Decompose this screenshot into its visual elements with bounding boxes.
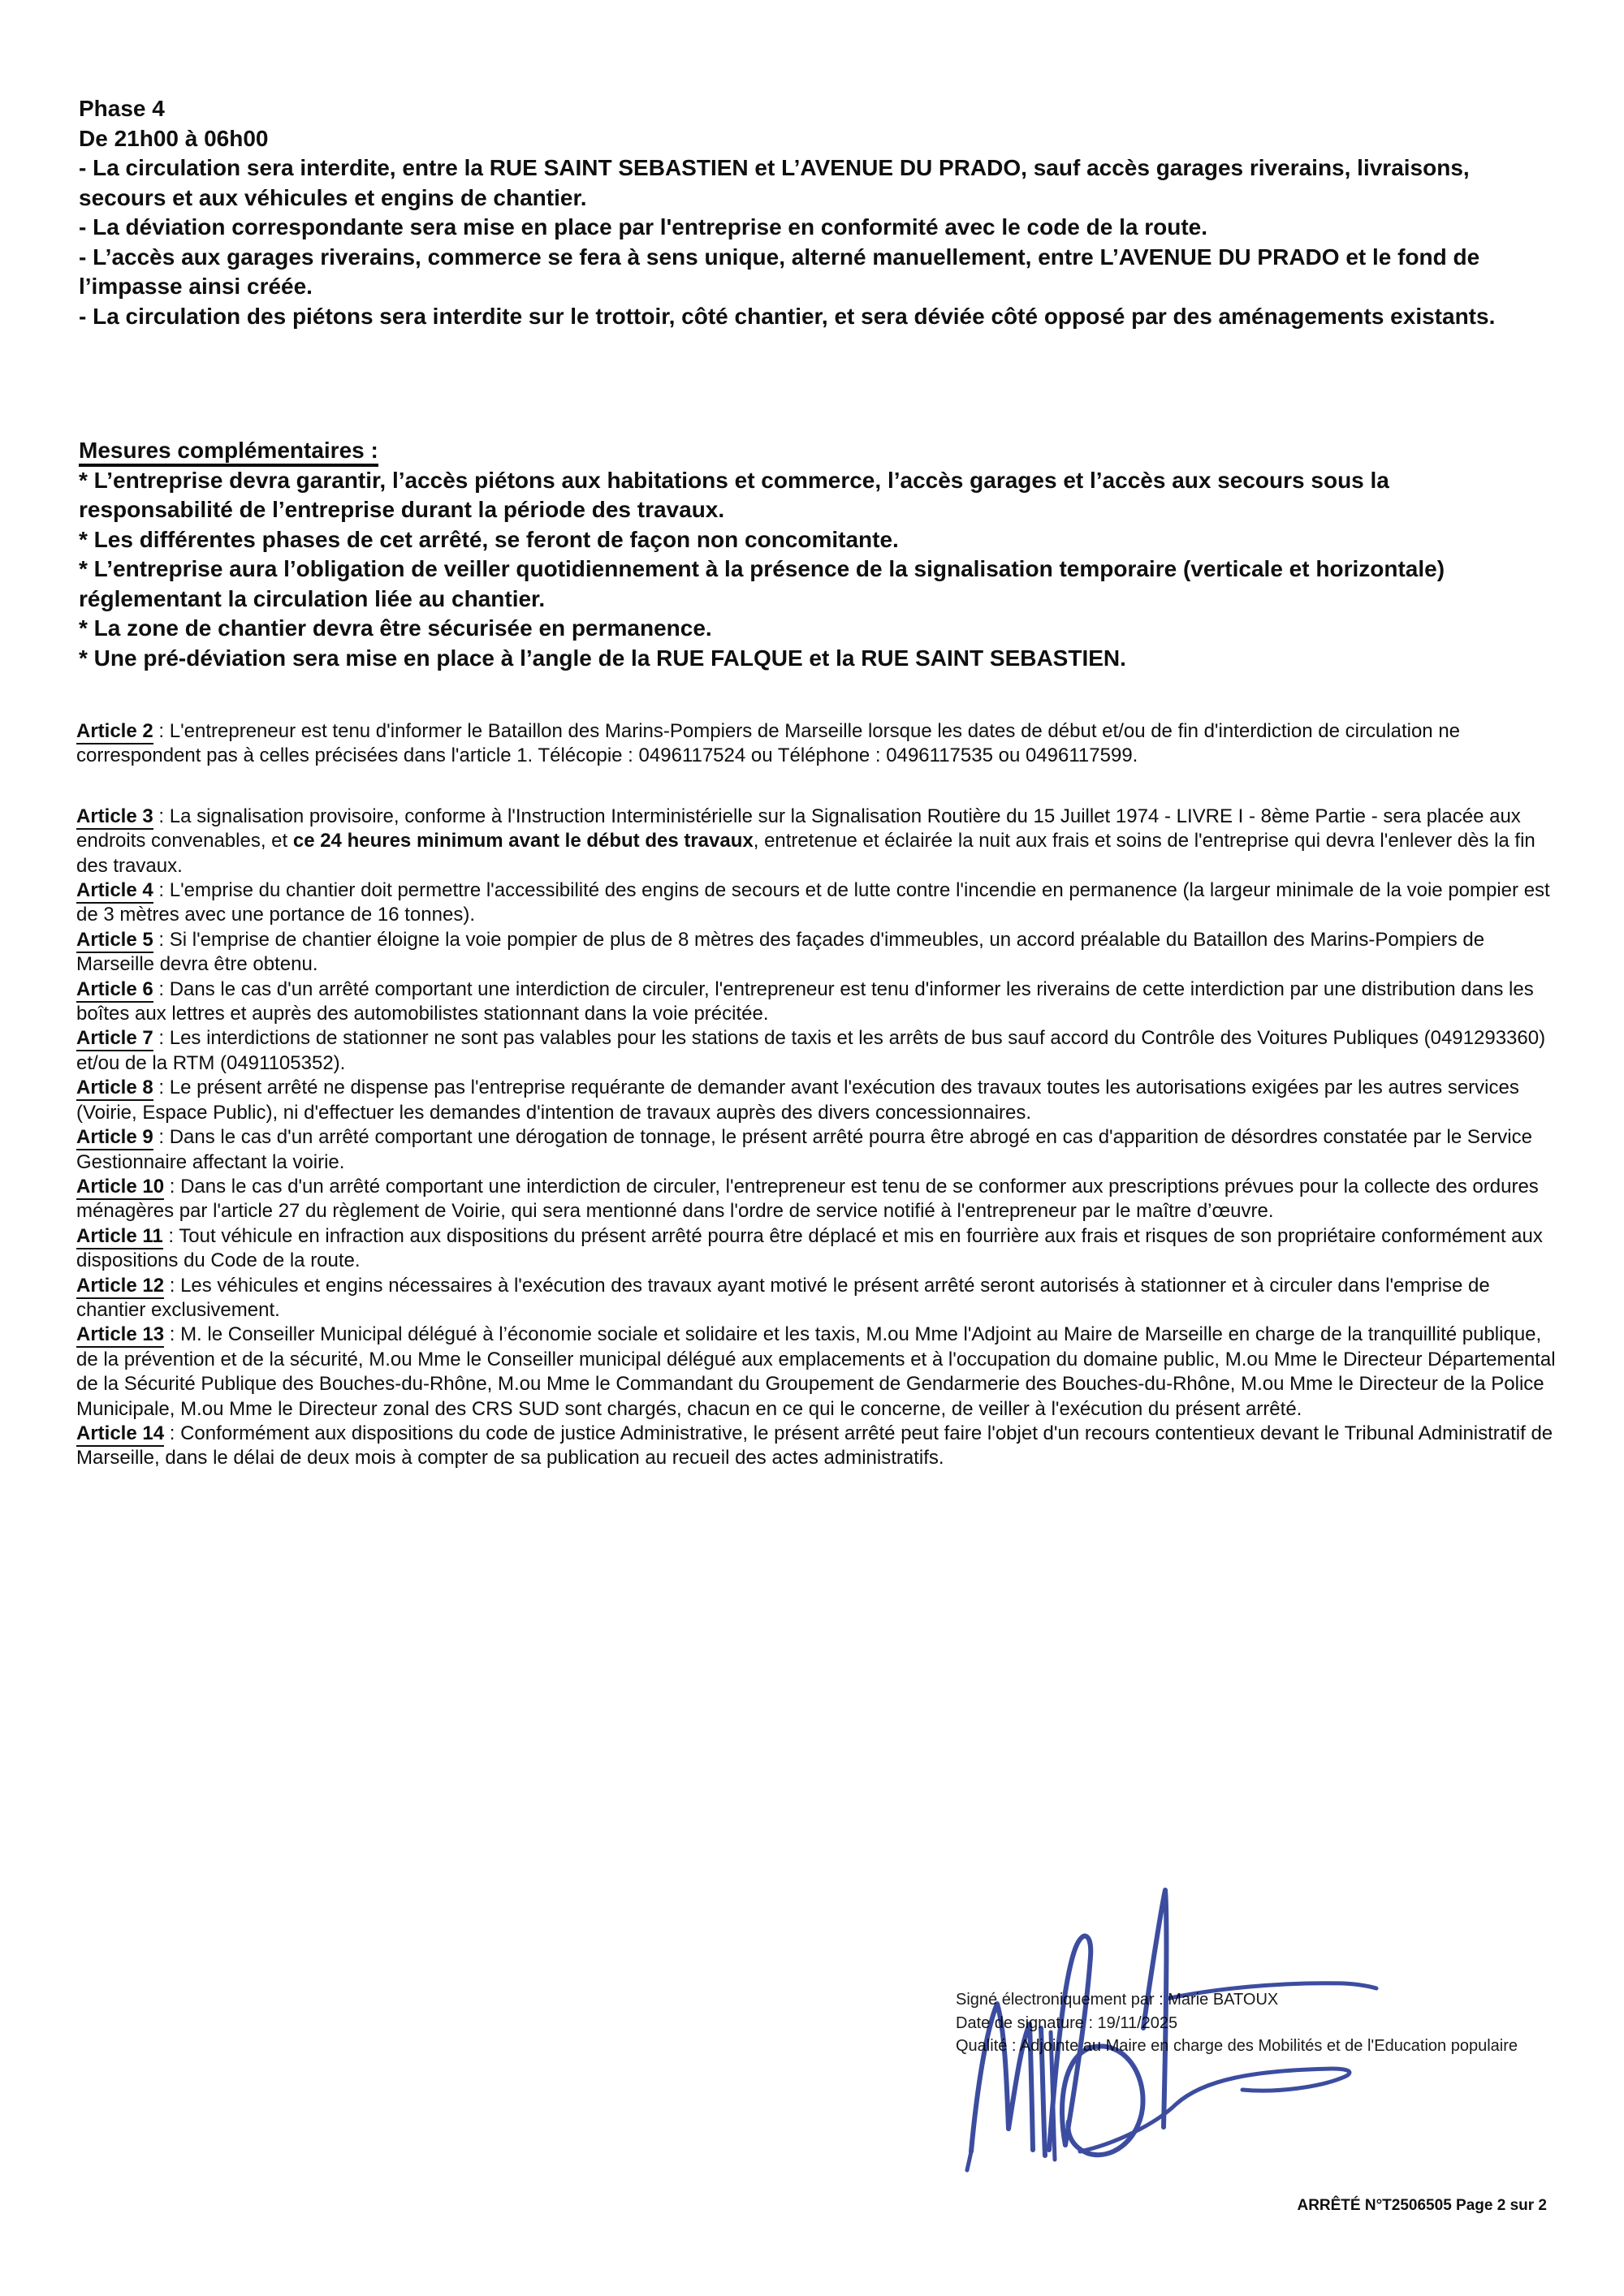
article-12-text: : Les véhicules et engins nécessaires à l'exécution des travaux ayant motivé le présent arrêté seront autorisés à stationner et à circuler dans l'emprise de chantier exclusivement. [76, 1274, 1490, 1321]
article-13-text: : M. le Conseiller Municipal délégué à l’économie sociale et solidaire et les taxis, M.ou Mme l'Adjoint au Maire de Marseille en charge de la tranquillité publique, de la prévention et de la sécurité, M.ou Mme le Conseiller municipal délégué aux emplacements et à l'occupation du domaine public, M.ou Mme le Directeur Départemental de la Sécurité Publique des Bouches-du-Rhône, M.ou Mme le Commandant du Groupement de Gendarmerie des Bouches-du-Rhône, M.ou Mme le Directeur de la Police Municipale, M.ou Mme le Directeur zonal des CRS SUD sont chargés, chacun en ce qui le concerne, de veiller à l'exécution du présent arrêté. [76, 1323, 1556, 1420]
phase-rule-1: - La circulation sera interdite, entre la RUE SAINT SEBASTIEN et L’AVENUE DU PRADO, sauf accès garages riverains, livraisons, secours et aux véhicules et engins de chantier. [79, 155, 1470, 210]
article-8 [76, 1076, 1564, 1125]
article-10-text: : Dans le cas d'un arrêté comportant une interdiction de circuler, l'entrepreneur est tenu de se conformer aux prescriptions prévues pour la collecte des ordures ménagères par l'article 27 du règlement de Voirie, qui sera mentionné dans l'ordre de service notifié à l'entrepreneur par le maître d’œuvre. [76, 1175, 1539, 1223]
article-12-label: Article 12 [76, 1275, 164, 1299]
article-10 [76, 1175, 1564, 1224]
article-5-text: : Si l'emprise de chantier éloigne la voie pompier de plus de 8 mètres des façades d'immeubles, un accord préalable du Bataillon des Marins-Pompiers de Marseille devra être obtenu. [76, 928, 1485, 976]
mesure-3: * L’entreprise aura l’obligation de veiller quotidiennement à la présence de la signalisation temporaire (verticale et horizontale) réglementant la circulation liée au chantier. [79, 556, 1445, 611]
signature-quality: Qualité : Adjointe au Maire en charge des Mobilités et de l'Education populaire [956, 2037, 1518, 2055]
phase-rule-4: - La circulation des piétons sera interdite sur le trottoir, côté chantier, et sera déviée côté opposé par des aménagements existants. [79, 303, 1496, 329]
mesure-1: * L’entreprise devra garantir, l’accès piétons aux habitations et commerce, l’accès garages et l’accès aux secours sous la responsabilité de l’entreprise durant la période des travaux. [79, 467, 1389, 522]
article-11-text: : Tout véhicule en infraction aux dispositions du présent arrêté pourra être déplacé et mis en fourrière aux frais et risques de son propriétaire conformément aux dispositions du Code de la route. [76, 1224, 1543, 1272]
phase-section [79, 94, 1536, 331]
article-13-label: Article 13 [76, 1323, 164, 1348]
page-footer: ARRÊTÉ N°T2506505 Page 2 sur 2 [1297, 2197, 1547, 2214]
article-4 [76, 878, 1564, 928]
article-3-text-end: , entretenue et éclairée la nuit aux frais et soins de l'entreprise qui devra l'enlever dès la fin des travaux. [76, 830, 1535, 877]
article-4-label: Article 4 [76, 879, 153, 904]
phase-hours: De 21h00 à 06h00 [79, 125, 269, 151]
article-8-text: : Le présent arrêté ne dispense pas l'entreprise requérante de demander avant l'exécution des travaux toutes les autorisations exigées par les autres services (Voirie, Espace Public), ni d'effectuer les demandes d'intention de travaux auprès des divers concessionnaires. [76, 1077, 1519, 1124]
article-9 [76, 1125, 1564, 1175]
article-6-text: : Dans le cas d'un arrêté comportant une interdiction de circuler, l'entrepreneur est tenu d'informer les riverains de cette interdiction par une distribution dans les boîtes aux lettres et auprès des automobilistes stationnant dans la voie précitée. [76, 978, 1534, 1025]
mesures-title: Mesures complémentaires : [79, 438, 378, 467]
phase-title: Phase 4 [79, 96, 165, 121]
article-4-text: : L'emprise du chantier doit permettre l'accessibilité des engins de secours et de lutte contre l'incendie en permanence (la largeur minimale de la voie pompier est de 3 mètres avec une portance de 16 tonnes). [76, 879, 1550, 926]
articles-section [76, 719, 1564, 1471]
mesure-2: * Les différentes phases de cet arrêté, se feront de façon non concomitante. [79, 526, 899, 552]
article-13 [76, 1323, 1564, 1422]
article-6-label: Article 6 [76, 978, 153, 1003]
article-8-label: Article 8 [76, 1077, 153, 1101]
article-2-label: Article 2 [76, 720, 153, 744]
mesures-section [79, 436, 1536, 673]
article-12 [76, 1274, 1564, 1323]
article-7-label: Article 7 [76, 1027, 153, 1051]
article-3-text-start: : La signalisation provisoire, conforme à l'Instruction Interministérielle sur la Signalisation Routière du 15 Juillet 1974 - LIVRE I - 8ème Partie - sera placée aux endroits convenables, et [76, 805, 1521, 852]
signature-block [956, 1988, 1573, 2058]
article-3 [76, 805, 1564, 878]
article-14-label: Article 14 [76, 1422, 164, 1447]
article-7-text: : Les interdictions de stationner ne sont pas valables pour les stations de taxis et les arrêts de bus sauf accord du Contrôle des Voitures Publiques (0491293360) et/ou de la RTM (0491105352). [76, 1027, 1546, 1074]
signature-date: Date de signature : 19/11/2025 [956, 2013, 1178, 2032]
mesure-4: * La zone de chantier devra être sécurisée en permanence. [79, 615, 712, 641]
article-14 [76, 1422, 1564, 1471]
article-2-text: : L'entrepreneur est tenu d'informer le Bataillon des Marins-Pompiers de Marseille lorsque les dates de début et/ou de fin d'interdiction de circulation ne correspondent pas à celles précisées dans l'article 1. Télécopie : 0496117524 ou Téléphone : 0496117535 ou 0496117599. [76, 720, 1461, 767]
article-6 [76, 978, 1564, 1027]
mesure-5: * Une pré-déviation sera mise en place à l’angle de la RUE FALQUE et la RUE SAINT SEBASTIEN. [79, 645, 1126, 671]
article-9-text: : Dans le cas d'un arrêté comportant une dérogation de tonnage, le présent arrêté pourra être abrogé en cas d'apparition de désordres constatée par le Service Gestionnaire affectant la voirie. [76, 1126, 1532, 1173]
article-14-text: : Conformément aux dispositions du code de justice Administrative, le présent arrêté peut faire l'objet d'un recours contentieux devant le Tribunal Administratif de Marseille, dans le délai de deux mois à compter de sa publication au recueil des actes administratifs. [76, 1422, 1553, 1470]
article-11-label: Article 11 [76, 1225, 163, 1249]
article-10-label: Article 10 [76, 1176, 164, 1200]
article-3-text-bold: ce 24 heures minimum avant le début des travaux [292, 830, 754, 852]
article-11 [76, 1224, 1564, 1274]
phase-rule-2: - La déviation correspondante sera mise en place par l'entreprise en conformité avec le code de la route. [79, 214, 1208, 240]
article-2 [76, 719, 1564, 769]
article-3-label: Article 3 [76, 805, 153, 830]
mesures-heading-line [79, 436, 1536, 466]
phase-rule-3: - L’accès aux garages riverains, commerce se fera à sens unique, alterné manuellement, entre L’AVENUE DU PRADO et le fond de l’impasse ainsi créée. [79, 244, 1480, 299]
signature-signed-by: Signé électroniquement par : Marie BATOUX [956, 1991, 1279, 2009]
article-7 [76, 1026, 1564, 1076]
article-5-label: Article 5 [76, 929, 153, 953]
article-9-label: Article 9 [76, 1126, 153, 1150]
article-5 [76, 928, 1564, 978]
